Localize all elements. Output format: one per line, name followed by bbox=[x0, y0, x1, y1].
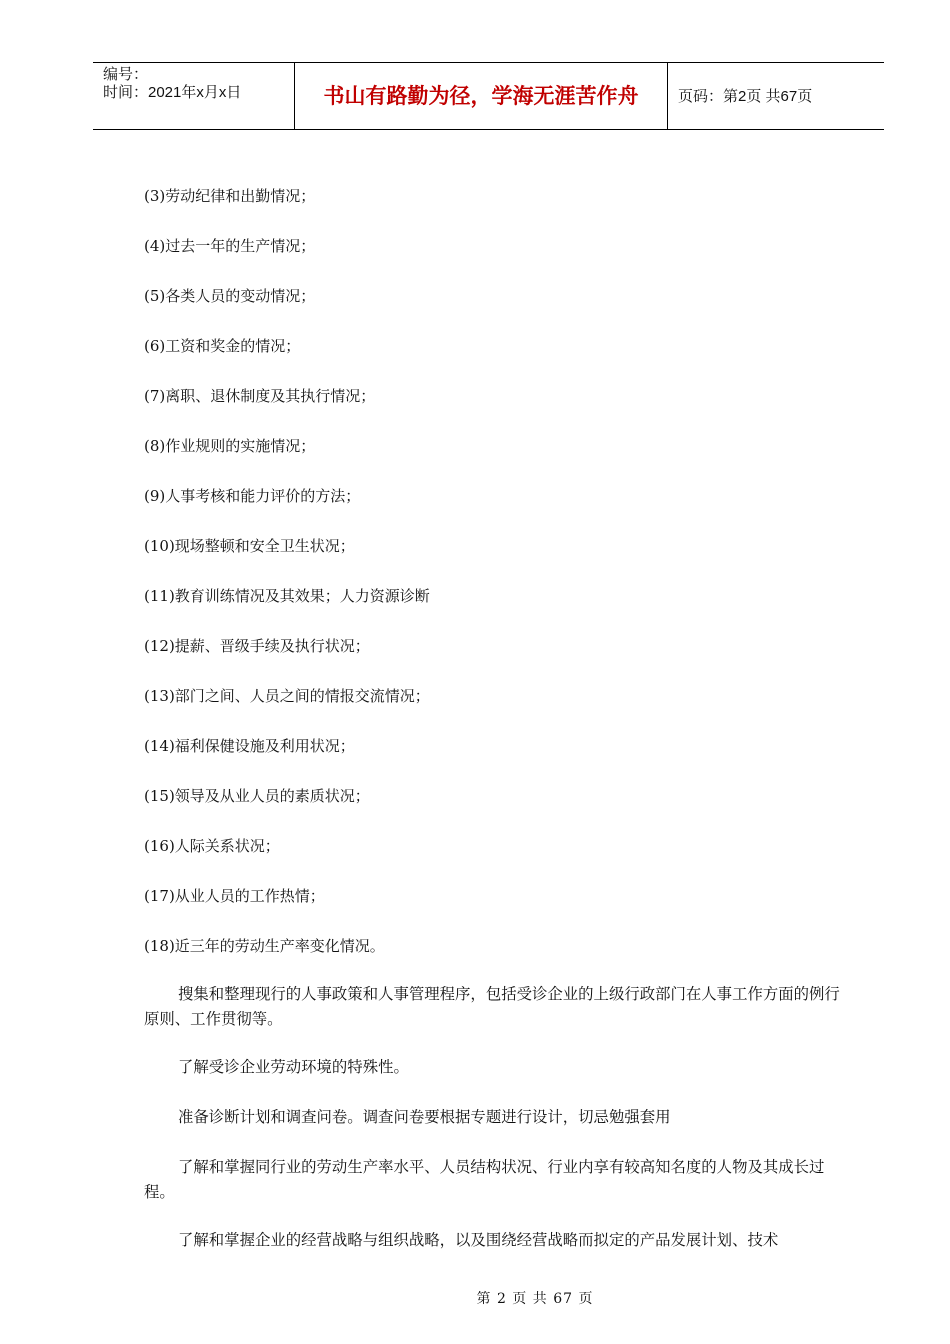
list-item: (8)作业规则的实施情况； bbox=[144, 437, 316, 455]
list-item: (17)从业人员的工作热情； bbox=[144, 887, 325, 905]
header-meta bbox=[93, 63, 295, 130]
body-paragraph: 准备诊断计划和调查问卷。调查问卷要根据专题进行设计，切忌勉强套用 bbox=[178, 1108, 671, 1126]
list-item: (15)领导及从业人员的素质状况； bbox=[144, 787, 370, 805]
body-paragraph: 搜集和整理现行的人事政策和人事管理程序，包括受诊企业的上级行政部门在人事工作方面的例行原则、工作贯彻等。 bbox=[144, 985, 840, 1028]
list-item: (3)劳动纪律和出勤情况； bbox=[144, 187, 316, 205]
list-item: (11)教育训练情况及其效果；人力资源诊断 bbox=[144, 587, 430, 605]
list-item: (10)现场整顿和安全卫生状况； bbox=[144, 537, 355, 555]
list-item: (14)福利保健设施及利用状况； bbox=[144, 737, 355, 755]
header-page-number: 页码：第2页 共67页 bbox=[678, 88, 813, 105]
body-paragraph: 了解受诊企业劳动环境的特殊性。 bbox=[178, 1058, 409, 1076]
list-item: (9)人事考核和能力评价的方法； bbox=[144, 487, 361, 505]
body-paragraph: 了解和掌握企业的经营战略与组织战略，以及围绕经营战略而拟定的产品发展计划、技术 bbox=[178, 1231, 779, 1249]
list-item: (12)提薪、晋级手续及执行状况； bbox=[144, 637, 370, 655]
header-motto: 书山有路勤为径，学海无涯苦作舟 bbox=[295, 63, 668, 130]
document-time: 时间：2021年x月x日 bbox=[103, 84, 242, 101]
document-code-label: 编号： bbox=[103, 66, 149, 83]
list-item: (5)各类人员的变动情况； bbox=[144, 287, 316, 305]
list-item: (4)过去一年的生产情况； bbox=[144, 237, 316, 255]
list-item: (6)工资和奖金的情况； bbox=[144, 337, 301, 355]
list-item: (13)部门之间、人员之间的情报交流情况； bbox=[144, 687, 430, 705]
list-item: (7)离职、退休制度及其执行情况； bbox=[144, 387, 376, 405]
page-header bbox=[93, 62, 884, 130]
list-item: (18)近三年的劳动生产率变化情况。 bbox=[144, 937, 385, 955]
body-paragraph: 了解和掌握同行业的劳动生产率水平、人员结构状况、行业内享有较高知名度的人物及其成长过程。 bbox=[144, 1158, 825, 1201]
list-item: (16)人际关系状况； bbox=[144, 837, 280, 855]
page-footer: 第 2 页 共 67 页 bbox=[476, 1291, 594, 1307]
